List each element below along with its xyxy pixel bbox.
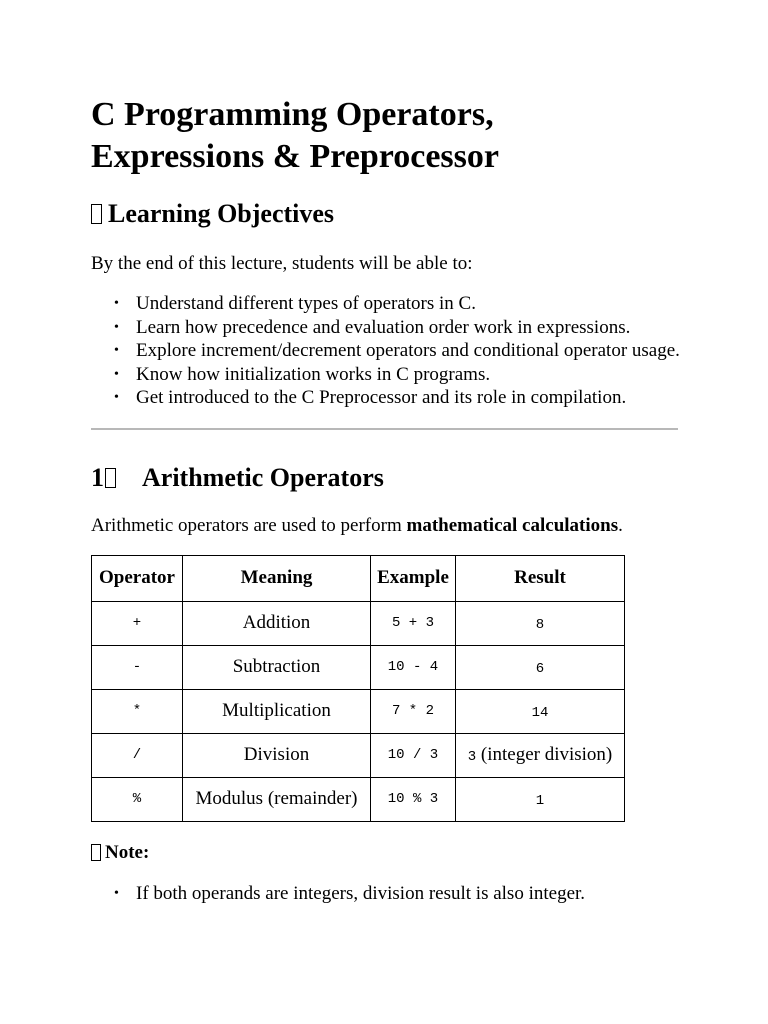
meaning-cell: Division <box>183 733 371 777</box>
section-divider <box>91 428 678 430</box>
learning-objectives-heading <box>91 198 681 230</box>
column-header-meaning: Meaning <box>183 555 371 601</box>
result-note: (integer division) <box>476 744 613 765</box>
meaning-cell: Modulus (remainder) <box>183 777 371 821</box>
column-header-result: Result <box>456 555 625 601</box>
result-cell <box>456 689 625 733</box>
example-cell: 5 + 3 <box>371 601 456 645</box>
page-title-line-2: Expressions & Preprocessor <box>91 138 499 175</box>
section-number: 1 <box>91 462 104 492</box>
result-value: 8 <box>535 617 545 633</box>
operator-cell: * <box>92 689 183 733</box>
example-cell: 10 % 3 <box>371 777 456 821</box>
list-item: • Learn how precedence and evaluation order work in expressions. <box>136 316 681 340</box>
arithmetic-description-end: . <box>618 514 623 536</box>
list-item: • Understand different types of operators in C. <box>136 292 681 316</box>
result-cell <box>456 601 625 645</box>
result-cell <box>456 645 625 689</box>
page-title <box>91 94 681 178</box>
note-label: Note: <box>105 841 150 863</box>
keycap-icon <box>105 468 116 488</box>
learning-objectives-heading-text: Learning Objectives <box>108 199 335 228</box>
table-row <box>92 777 625 821</box>
table-row <box>92 733 625 777</box>
objectives-intro: By the end of this lecture, students will be able to: <box>91 253 473 274</box>
result-value: 14 <box>531 705 549 721</box>
table-header-row <box>92 555 625 601</box>
example-cell: 10 / 3 <box>371 733 456 777</box>
note-heading <box>91 842 681 864</box>
list-item: • Get introduced to the C Preprocessor and its role in compilation. <box>136 386 681 410</box>
example-cell: 7 * 2 <box>371 689 456 733</box>
result-value: 6 <box>535 661 545 677</box>
result-value: 1 <box>535 793 545 809</box>
operator-cell: % <box>92 777 183 821</box>
pin-icon <box>91 844 101 861</box>
table-row <box>92 601 625 645</box>
list-item: • Explore increment/decrement operators and conditional operator usage. <box>136 339 681 363</box>
arithmetic-description-text: Arithmetic operators are used to perform <box>91 514 407 536</box>
table-row <box>92 689 625 733</box>
column-header-operator: Operator <box>92 555 183 601</box>
operator-cell: - <box>92 645 183 689</box>
result-cell <box>456 733 625 777</box>
target-icon <box>91 204 102 224</box>
page-title-line-1: C Programming Operators, <box>91 96 494 133</box>
result-cell <box>456 777 625 821</box>
arithmetic-operators-heading <box>91 462 681 494</box>
meaning-cell: Multiplication <box>183 689 371 733</box>
meaning-cell: Addition <box>183 601 371 645</box>
operator-cell: + <box>92 601 183 645</box>
column-header-example: Example <box>371 555 456 601</box>
operator-cell: / <box>92 733 183 777</box>
list-item: • If both operands are integers, division result is also integer. <box>136 882 681 906</box>
example-cell: 10 - 4 <box>371 645 456 689</box>
arithmetic-operators-heading-text: Arithmetic Operators <box>142 462 384 492</box>
objectives-list <box>91 292 681 410</box>
meaning-cell: Subtraction <box>183 645 371 689</box>
table-row <box>92 645 625 689</box>
document-page <box>91 94 681 905</box>
result-value: 3 <box>467 749 477 765</box>
arithmetic-description <box>91 514 681 538</box>
arithmetic-operators-table <box>91 555 625 822</box>
notes-list <box>91 882 681 906</box>
arithmetic-description-bold: mathematical calculations <box>406 514 619 536</box>
list-item: • Know how initialization works in C programs. <box>136 363 681 387</box>
